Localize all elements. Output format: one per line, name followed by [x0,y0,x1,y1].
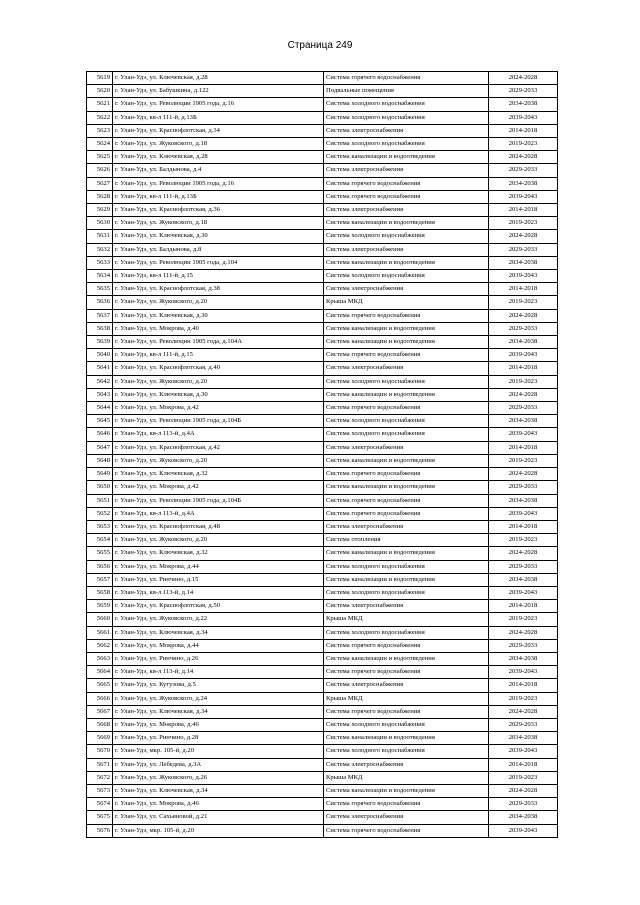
system-cell: Система канализации и водоотведения [324,388,489,401]
address-cell: г. Улан-Удэ, ул. Революции 1905 года, д.16 [113,98,324,111]
period-cell: 2014-2018 [489,283,558,296]
table-row [87,217,558,230]
system-cell: Система электроснабжения [324,811,489,824]
period-cell: 2019-2023 [489,375,558,388]
row-number-cell: 5665 [87,679,113,692]
system-cell: Система горячего водоснабжения [324,507,489,520]
address-cell: г. Улан-Удэ, ул. Сахьяновой, д.21 [113,811,324,824]
table-row [87,652,558,665]
table-row [87,626,558,639]
address-cell: г. Улан-Удэ, ул. Ринчино, д.26 [113,652,324,665]
row-number-cell: 5672 [87,771,113,784]
address-cell: г. Улан-Удэ, ул. Жуковского, д.20 [113,534,324,547]
table-row [87,718,558,731]
address-cell: г. Улан-Удэ, ул. Мокрова, д.44 [113,639,324,652]
period-cell: 2034-2038 [489,652,558,665]
address-cell: г. Улан-Удэ, ул. Ключевская, д.34 [113,626,324,639]
row-number-cell: 5659 [87,600,113,613]
address-cell: г. Улан-Удэ, кв-л 113-й, д.14 [113,586,324,599]
row-number-cell: 5653 [87,520,113,533]
period-cell: 2034-2038 [489,336,558,349]
system-cell: Система канализации и водоотведения [324,256,489,269]
row-number-cell: 5642 [87,375,113,388]
system-cell: Система холодного водоснабжения [324,230,489,243]
row-number-cell: 5674 [87,798,113,811]
address-cell: г. Улан-Удэ, мкр. 105-й, д.20 [113,745,324,758]
system-cell: Система канализации и водоотведения [324,573,489,586]
table-row [87,204,558,217]
system-cell: Система электроснабжения [324,362,489,375]
table-row [87,824,558,837]
period-cell: 2024-2028 [489,72,558,85]
table-row [87,441,558,454]
table-row [87,72,558,85]
period-cell: 2034-2038 [489,98,558,111]
row-number-cell: 5620 [87,85,113,98]
address-cell: г. Улан-Удэ, ул. Ключевская, д.34 [113,784,324,797]
row-number-cell: 5648 [87,454,113,467]
period-cell: 2029-2033 [489,243,558,256]
address-cell: г. Улан-Удэ, кв-л 111-й, д.13Б [113,190,324,203]
table-body [87,72,558,838]
table-row [87,798,558,811]
table-row [87,309,558,322]
table-row [87,124,558,137]
period-cell: 2019-2023 [489,613,558,626]
row-number-cell: 5661 [87,626,113,639]
system-cell: Система электроснабжения [324,204,489,217]
row-number-cell: 5624 [87,138,113,151]
table-row [87,454,558,467]
period-cell: 2029-2033 [489,402,558,415]
system-cell: Система холодного водоснабжения [324,270,489,283]
row-number-cell: 5673 [87,784,113,797]
table-row [87,771,558,784]
table-row [87,415,558,428]
table-row [87,494,558,507]
table-row [87,573,558,586]
table-row [87,151,558,164]
system-cell: Система электроснабжения [324,679,489,692]
address-cell: г. Улан-Удэ, ул. Ключевская, д.30 [113,230,324,243]
address-cell: г. Улан-Удэ, ул. Ключевская, д.28 [113,151,324,164]
row-number-cell: 5667 [87,705,113,718]
period-cell: 2039-2043 [489,666,558,679]
address-cell: г. Улан-Удэ, ул. Революции 1905 года, д.104А [113,336,324,349]
table-row [87,362,558,375]
address-cell: г. Улан-Удэ, ул. Жуковского, д.20 [113,296,324,309]
table-row [87,230,558,243]
row-number-cell: 5639 [87,336,113,349]
system-cell: Крыша МКД [324,613,489,626]
address-cell: г. Улан-Удэ, ул. Ринчино, д.15 [113,573,324,586]
row-number-cell: 5627 [87,177,113,190]
period-cell: 2019-2023 [489,217,558,230]
system-cell: Система канализации и водоотведения [324,481,489,494]
system-cell: Система электроснабжения [324,164,489,177]
table-row [87,705,558,718]
period-cell: 2039-2043 [489,190,558,203]
row-number-cell: 5629 [87,204,113,217]
row-number-cell: 5628 [87,190,113,203]
row-number-cell: 5637 [87,309,113,322]
address-cell: г. Улан-Удэ, ул. Краснофлотская, д.48 [113,520,324,533]
system-cell: Система горячего водоснабжения [324,402,489,415]
table-row [87,784,558,797]
address-cell: г. Улан-Удэ, ул. Жуковского, д.24 [113,692,324,705]
address-cell: г. Улан-Удэ, ул. Жуковского, д.22 [113,613,324,626]
row-number-cell: 5664 [87,666,113,679]
table-row [87,256,558,269]
row-number-cell: 5649 [87,468,113,481]
system-cell: Система холодного водоснабжения [324,375,489,388]
system-cell: Система холодного водоснабжения [324,560,489,573]
row-number-cell: 5625 [87,151,113,164]
period-cell: 2039-2043 [489,507,558,520]
table-row [87,666,558,679]
address-cell: г. Улан-Удэ, ул. Кутузова, д.5 [113,679,324,692]
system-cell: Система холодного водоснабжения [324,428,489,441]
row-number-cell: 5662 [87,639,113,652]
address-cell: г. Улан-Удэ, кв-л 113-й, д.14 [113,666,324,679]
table-row [87,481,558,494]
address-cell: г. Улан-Удэ, ул. Жуковского, д.20 [113,454,324,467]
table-row [87,138,558,151]
page-number-label: Страница 249 [287,40,353,51]
row-number-cell: 5631 [87,230,113,243]
row-number-cell: 5622 [87,111,113,124]
period-cell: 2034-2038 [489,256,558,269]
system-cell: Система горячего водоснабжения [324,468,489,481]
row-number-cell: 5619 [87,72,113,85]
system-cell: Подвальные помещения [324,85,489,98]
system-cell: Система электроснабжения [324,758,489,771]
period-cell: 2019-2023 [489,771,558,784]
address-cell: г. Улан-Удэ, ул. Мокрова, д.44 [113,560,324,573]
period-cell: 2024-2028 [489,626,558,639]
table-row [87,177,558,190]
table-row [87,758,558,771]
address-cell: г. Улан-Удэ, ул. Краснофлотская, д.36 [113,204,324,217]
row-number-cell: 5647 [87,441,113,454]
period-cell: 2034-2038 [489,573,558,586]
row-number-cell: 5666 [87,692,113,705]
address-cell: г. Улан-Удэ, ул. Революции 1905 года, д.104 [113,256,324,269]
row-number-cell: 5644 [87,402,113,415]
address-cell: г. Улан-Удэ, ул. Мокрова, д.46 [113,718,324,731]
row-number-cell: 5621 [87,98,113,111]
row-number-cell: 5645 [87,415,113,428]
system-cell: Система канализации и водоотведения [324,454,489,467]
address-cell: г. Улан-Удэ, ул. Жуковского, д.20 [113,375,324,388]
table-row [87,85,558,98]
system-cell: Система горячего водоснабжения [324,494,489,507]
address-cell: г. Улан-Удэ, ул. Ключевская, д.32 [113,468,324,481]
address-cell: г. Улан-Удэ, ул. Краснофлотская, д.38 [113,283,324,296]
period-cell: 2029-2033 [489,639,558,652]
address-cell: г. Улан-Удэ, ул. Мокрова, д.42 [113,481,324,494]
row-number-cell: 5652 [87,507,113,520]
table-row [87,468,558,481]
address-cell: г. Улан-Удэ, ул. Ключевская, д.28 [113,72,324,85]
address-cell: г. Улан-Удэ, ул. Мокрова, д.40 [113,322,324,335]
address-cell: г. Улан-Удэ, кв-л 113-й, д.4А [113,507,324,520]
system-cell: Система электроснабжения [324,600,489,613]
row-number-cell: 5675 [87,811,113,824]
period-cell: 2029-2033 [489,560,558,573]
system-cell: Система электроснабжения [324,520,489,533]
table-row [87,270,558,283]
period-cell: 2039-2043 [489,745,558,758]
row-number-cell: 5651 [87,494,113,507]
system-cell: Система горячего водоснабжения [324,798,489,811]
period-cell: 2039-2043 [489,270,558,283]
row-number-cell: 5632 [87,243,113,256]
system-cell: Система холодного водоснабжения [324,415,489,428]
row-number-cell: 5668 [87,718,113,731]
address-cell: г. Улан-Удэ, кв-л 113-й, д.4А [113,428,324,441]
table-row [87,349,558,362]
address-cell: г. Улан-Удэ, ул. Жуковского, д.18 [113,217,324,230]
table-row [87,98,558,111]
system-cell: Крыша МКД [324,692,489,705]
period-cell: 2019-2023 [489,454,558,467]
system-cell: Система электроснабжения [324,243,489,256]
row-number-cell: 5671 [87,758,113,771]
table-row [87,388,558,401]
system-cell: Система холодного водоснабжения [324,745,489,758]
period-cell: 2024-2028 [489,784,558,797]
row-number-cell: 5643 [87,388,113,401]
system-cell: Крыша МКД [324,771,489,784]
system-cell: Система горячего водоснабжения [324,349,489,362]
period-cell: 2039-2043 [489,349,558,362]
row-number-cell: 5657 [87,573,113,586]
address-cell: г. Улан-Удэ, ул. Революции 1905 года, д.16 [113,177,324,190]
row-number-cell: 5663 [87,652,113,665]
system-cell: Система горячего водоснабжения [324,705,489,718]
row-number-cell: 5636 [87,296,113,309]
address-cell: г. Улан-Удэ, ул. Краснофлотская, д.50 [113,600,324,613]
address-cell: г. Улан-Удэ, ул. Краснофлотская, д.34 [113,124,324,137]
address-cell: г. Улан-Удэ, ул. Бабушкина, д.122 [113,85,324,98]
row-number-cell: 5641 [87,362,113,375]
system-cell: Система горячего водоснабжения [324,309,489,322]
system-cell: Система канализации и водоотведения [324,336,489,349]
system-cell: Система холодного водоснабжения [324,586,489,599]
address-cell: г. Улан-Удэ, ул. Ключевская, д.32 [113,547,324,560]
row-number-cell: 5640 [87,349,113,362]
address-cell: г. Улан-Удэ, ул. Революции 1905 года, д.104Б [113,494,324,507]
row-number-cell: 5626 [87,164,113,177]
period-cell: 2024-2028 [489,468,558,481]
period-cell: 2014-2018 [489,204,558,217]
repair-schedule-table [86,71,558,838]
row-number-cell: 5656 [87,560,113,573]
row-number-cell: 5633 [87,256,113,269]
address-cell: г. Улан-Удэ, ул. Ринчино, д.28 [113,732,324,745]
system-cell: Система горячего водоснабжения [324,639,489,652]
table-row [87,639,558,652]
period-cell: 2034-2038 [489,415,558,428]
table-row [87,745,558,758]
period-cell: 2014-2018 [489,679,558,692]
period-cell: 2029-2033 [489,481,558,494]
table-row [87,520,558,533]
period-cell: 2024-2028 [489,705,558,718]
table-row [87,243,558,256]
system-cell: Система холодного водоснабжения [324,111,489,124]
period-cell: 2039-2043 [489,111,558,124]
period-cell: 2029-2033 [489,164,558,177]
system-cell: Система горячего водоснабжения [324,190,489,203]
table-row [87,560,558,573]
period-cell: 2039-2043 [489,428,558,441]
period-cell: 2029-2033 [489,322,558,335]
period-cell: 2029-2033 [489,85,558,98]
system-cell: Система холодного водоснабжения [324,138,489,151]
table-row [87,428,558,441]
table-row [87,164,558,177]
period-cell: 2014-2018 [489,362,558,375]
row-number-cell: 5655 [87,547,113,560]
address-cell: г. Улан-Удэ, ул. Жуковского, д.26 [113,771,324,784]
table-row [87,507,558,520]
table-row [87,692,558,705]
period-cell: 2039-2043 [489,824,558,837]
period-cell: 2029-2033 [489,798,558,811]
period-cell: 2024-2028 [489,547,558,560]
address-cell: г. Улан-Удэ, ул. Краснофлотская, д.42 [113,441,324,454]
address-cell: г. Улан-Удэ, мкр. 105-й, д.20 [113,824,324,837]
address-cell: г. Улан-Удэ, кв-л 111-й, д.13Б [113,111,324,124]
period-cell: 2014-2018 [489,124,558,137]
table-row [87,600,558,613]
period-cell: 2024-2028 [489,388,558,401]
system-cell: Система канализации и водоотведения [324,652,489,665]
system-cell: Крыша МКД [324,296,489,309]
table-row [87,296,558,309]
period-cell: 2034-2038 [489,811,558,824]
system-cell: Система канализации и водоотведения [324,151,489,164]
address-cell: г. Улан-Удэ, кв-л 111-й, д.15 [113,270,324,283]
row-number-cell: 5638 [87,322,113,335]
period-cell: 2014-2018 [489,758,558,771]
address-cell: г. Улан-Удэ, кв-л 111-й, д.15 [113,349,324,362]
table-row [87,586,558,599]
system-cell: Система горячего водоснабжения [324,72,489,85]
row-number-cell: 5646 [87,428,113,441]
period-cell: 2019-2023 [489,296,558,309]
table-row [87,190,558,203]
period-cell: 2014-2018 [489,600,558,613]
table-row [87,111,558,124]
system-cell: Система электроснабжения [324,124,489,137]
table-row [87,732,558,745]
system-cell: Система горячего водоснабжения [324,824,489,837]
system-cell: Система канализации и водоотведения [324,784,489,797]
period-cell: 2034-2038 [489,732,558,745]
row-number-cell: 5634 [87,270,113,283]
table-row [87,679,558,692]
period-cell: 2024-2028 [489,309,558,322]
period-cell: 2024-2028 [489,230,558,243]
period-cell: 2019-2023 [489,534,558,547]
row-number-cell: 5670 [87,745,113,758]
system-cell: Система канализации и водоотведения [324,322,489,335]
row-number-cell: 5623 [87,124,113,137]
table-row [87,336,558,349]
table-row [87,322,558,335]
table-row [87,534,558,547]
table-row [87,811,558,824]
address-cell: г. Улан-Удэ, ул. Революции 1905 года, д.104Б [113,415,324,428]
system-cell: Система электроснабжения [324,283,489,296]
address-cell: г. Улан-Удэ, ул. Ключевская, д.34 [113,705,324,718]
period-cell: 2019-2023 [489,138,558,151]
period-cell: 2039-2043 [489,586,558,599]
address-cell: г. Улан-Удэ, ул. Лебедева, д.3А [113,758,324,771]
address-cell: г. Улан-Удэ, ул. Балдынова, д.8 [113,243,324,256]
system-cell: Система холодного водоснабжения [324,718,489,731]
table-row [87,613,558,626]
address-cell: г. Улан-Удэ, ул. Мокрова, д.42 [113,402,324,415]
row-number-cell: 5676 [87,824,113,837]
table-row [87,283,558,296]
period-cell: 2034-2038 [489,177,558,190]
system-cell: Система канализации и водоотведения [324,217,489,230]
address-cell: г. Улан-Удэ, ул. Мокрова, д.46 [113,798,324,811]
system-cell: Система канализации и водоотведения [324,732,489,745]
period-cell: 2014-2018 [489,520,558,533]
row-number-cell: 5635 [87,283,113,296]
period-cell: 2034-2038 [489,494,558,507]
system-cell: Система горячего водоснабжения [324,666,489,679]
period-cell: 2014-2018 [489,441,558,454]
row-number-cell: 5630 [87,217,113,230]
row-number-cell: 5650 [87,481,113,494]
system-cell: Система горячего водоснабжения [324,177,489,190]
address-cell: г. Улан-Удэ, ул. Жуковского, д.18 [113,138,324,151]
system-cell: Система холодного водоснабжения [324,98,489,111]
system-cell: Система отопления [324,534,489,547]
address-cell: г. Улан-Удэ, ул. Балдынова, д.4 [113,164,324,177]
row-number-cell: 5654 [87,534,113,547]
period-cell: 2029-2033 [489,718,558,731]
address-cell: г. Улан-Удэ, ул. Ключевская, д.30 [113,309,324,322]
period-cell: 2019-2023 [489,692,558,705]
system-cell: Система канализации и водоотведения [324,547,489,560]
row-number-cell: 5660 [87,613,113,626]
period-cell: 2024-2028 [489,151,558,164]
system-cell: Система холодного водоснабжения [324,626,489,639]
table-row [87,402,558,415]
address-cell: г. Улан-Удэ, ул. Ключевская, д.30 [113,388,324,401]
table-row [87,375,558,388]
row-number-cell: 5658 [87,586,113,599]
table-row [87,547,558,560]
row-number-cell: 5669 [87,732,113,745]
address-cell: г. Улан-Удэ, ул. Краснофлотская, д.40 [113,362,324,375]
system-cell: Система электроснабжения [324,441,489,454]
